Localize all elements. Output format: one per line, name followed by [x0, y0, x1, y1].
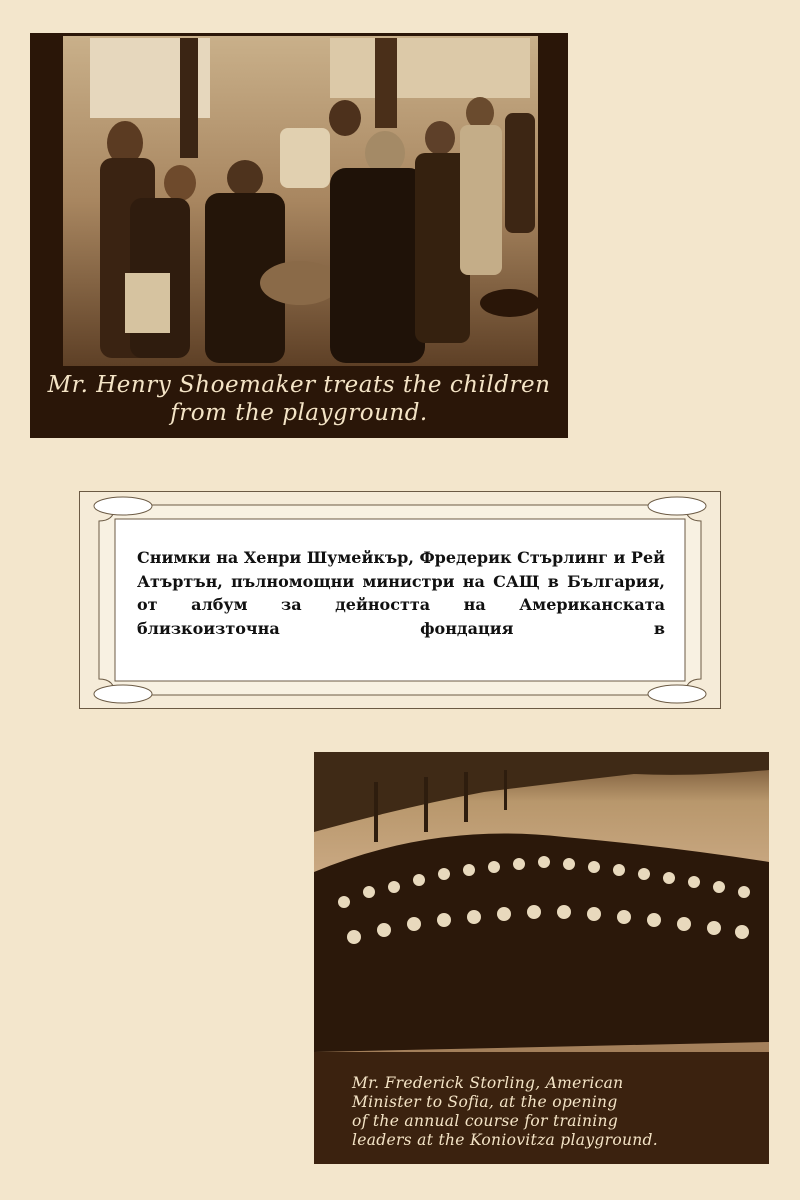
- description-text: Снимки на Хенри Шумейкър, Фредерик Стърлинг и Рей Атъртън, пълномощни министри на САЩ в България, от албум за дейността на Американската близкоизточна фондация в: [137, 548, 665, 638]
- photo-shoemaker-children: [30, 33, 568, 438]
- photo-caption: Mr. Frederick Storling, American Minister to Sofia, at the opening of the annual course for training leaders at the Koniovitza playground.: [352, 1074, 658, 1149]
- description-frame: [79, 491, 721, 709]
- photo-storling-opening: [314, 752, 769, 1164]
- photo-caption: Mr. Henry Shoemaker treats the children from the playground.: [47, 372, 551, 426]
